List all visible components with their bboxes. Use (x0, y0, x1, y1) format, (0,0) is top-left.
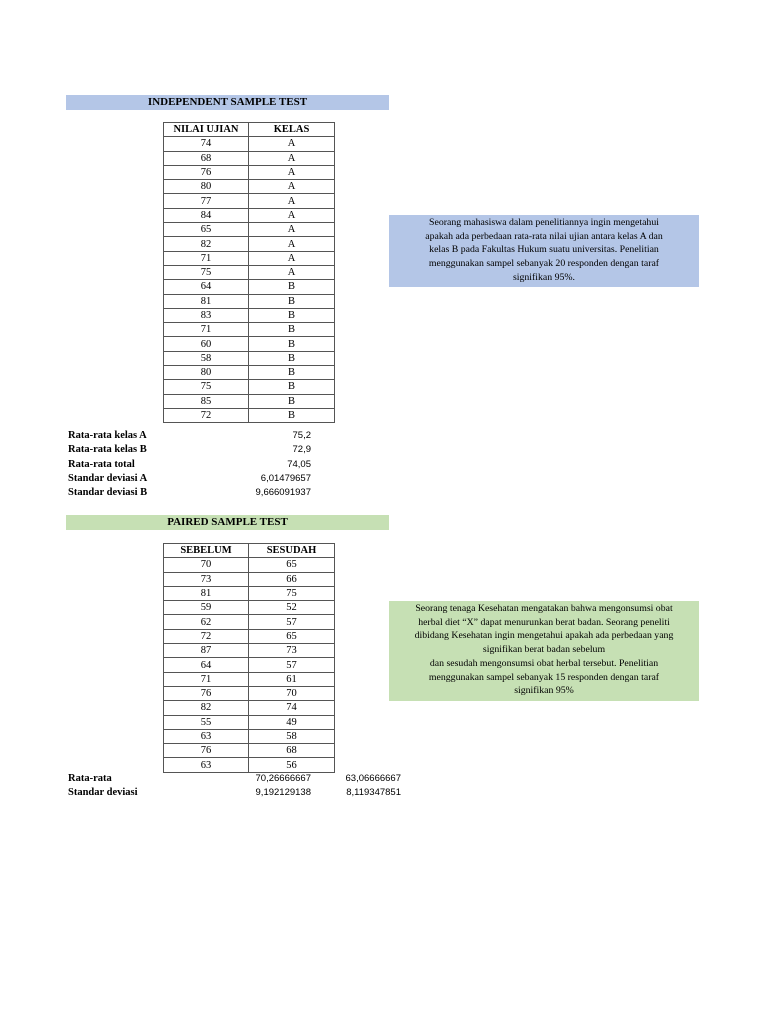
column-header-kelas: KELAS (249, 123, 335, 137)
table-row (164, 308, 335, 322)
table-cell: 75 (164, 380, 249, 394)
table-cell: A (249, 223, 335, 237)
stat-label: Standar deviasi A (68, 472, 148, 484)
table-row (164, 572, 335, 586)
note-line: dibidang Kesehatan ingin mengetahui apakah ada perbedaan yang (414, 630, 674, 642)
table-row (164, 180, 335, 194)
table-cell: 70 (164, 558, 249, 572)
table-row (164, 644, 335, 658)
table-cell: 74 (249, 701, 335, 715)
note-line: Seorang mahasiswa dalam penelitiannya ingin mengetahui (429, 217, 659, 228)
note-line: signifikan 95% (514, 685, 574, 697)
note-line: Seorang tenaga Kesehatan mengatakan bahwa mengonsumsi obat (415, 603, 673, 614)
table-cell: 74 (164, 137, 249, 151)
table-row (164, 208, 335, 222)
stat-label: Standar deviasi B (68, 487, 148, 499)
table-cell: 56 (249, 758, 335, 772)
table-cell: 80 (164, 366, 249, 380)
table-cell: B (249, 323, 335, 337)
table-cell: 84 (164, 208, 249, 222)
stat-value-sesudah: 63,06666667 (345, 773, 401, 784)
stat-value-sesudah: 8,119347851 (346, 787, 401, 799)
table-row (164, 629, 335, 643)
table-cell: 76 (164, 165, 249, 179)
table-cell: A (249, 151, 335, 165)
table-row (164, 137, 335, 151)
table-cell: A (249, 194, 335, 208)
stat-label: Rata-rata total (68, 458, 135, 470)
stat-label: Standar deviasi (68, 787, 138, 799)
table-cell: 60 (164, 337, 249, 351)
paired-data-table (163, 543, 335, 773)
note-line: menggunakan sampel sebanyak 15 responden dengan taraf (428, 671, 660, 683)
table-cell: A (249, 180, 335, 194)
table-row (164, 223, 335, 237)
table-cell: 63 (164, 729, 249, 743)
table-row (164, 280, 335, 294)
stat-value: 72,9 (292, 444, 311, 456)
note-line: dan sesudah mengonsumsi obat herbal tersebut. Penelitian (429, 657, 659, 669)
note-line: signifikan 95%. (512, 271, 576, 283)
table-cell: 82 (164, 237, 249, 251)
table-cell: 68 (249, 744, 335, 758)
table-cell: 52 (249, 601, 335, 615)
table-row (164, 701, 335, 715)
stat-value: 6,01479657 (260, 472, 311, 484)
table-cell: B (249, 280, 335, 294)
table-row (164, 586, 335, 600)
table-row (164, 758, 335, 772)
table-row (164, 394, 335, 408)
table-cell: 55 (164, 715, 249, 729)
paired-case-description (389, 601, 699, 701)
table-cell: 75 (249, 586, 335, 600)
table-cell: 68 (164, 151, 249, 165)
paired-test-title: PAIRED SAMPLE TEST (66, 515, 389, 530)
independent-case-description (389, 215, 699, 287)
table-cell: A (249, 237, 335, 251)
column-header-nilai-ujian: NILAI UJIAN (164, 123, 249, 137)
table-cell: A (249, 165, 335, 179)
table-cell: 71 (164, 251, 249, 265)
table-cell: 65 (249, 629, 335, 643)
table-cell: A (249, 251, 335, 265)
table-cell: 58 (164, 351, 249, 365)
table-row (164, 237, 335, 251)
table-row (164, 715, 335, 729)
column-header-sesudah: SESUDAH (249, 544, 335, 558)
table-cell: 75 (164, 265, 249, 279)
table-row (164, 251, 335, 265)
table-row (164, 558, 335, 572)
table-row (164, 265, 335, 279)
table-cell: B (249, 394, 335, 408)
table-row (164, 658, 335, 672)
stat-value: 75,2 (292, 430, 311, 441)
table-cell: B (249, 294, 335, 308)
stat-label: Rata-rata (68, 773, 112, 784)
table-row (164, 615, 335, 629)
table-cell: 64 (164, 658, 249, 672)
stat-value: 74,05 (287, 458, 311, 470)
note-line: herbal diet “X” dapat menurunkan berat badan. Seorang peneliti (418, 616, 670, 628)
table-cell: 70 (249, 686, 335, 700)
table-cell: B (249, 366, 335, 380)
table-header-row (164, 123, 335, 137)
table-row (164, 408, 335, 422)
note-line: signifikan berat badan sebelum (482, 644, 606, 656)
table-cell: 72 (164, 408, 249, 422)
table-cell: 71 (164, 672, 249, 686)
table-cell: 87 (164, 644, 249, 658)
table-cell: 77 (164, 194, 249, 208)
table-cell: 82 (164, 701, 249, 715)
stat-value-sebelum: 9,192129138 (255, 787, 311, 799)
table-row (164, 151, 335, 165)
table-cell: A (249, 137, 335, 151)
table-cell: 81 (164, 586, 249, 600)
table-cell: B (249, 351, 335, 365)
table-row (164, 744, 335, 758)
table-row (164, 366, 335, 380)
independent-data-table (163, 122, 335, 423)
table-row (164, 323, 335, 337)
table-row (164, 672, 335, 686)
table-cell: 62 (164, 615, 249, 629)
table-cell: 58 (249, 729, 335, 743)
table-cell: 65 (164, 223, 249, 237)
table-cell: 71 (164, 323, 249, 337)
table-cell: 76 (164, 686, 249, 700)
table-row (164, 294, 335, 308)
table-cell: 83 (164, 308, 249, 322)
note-line: kelas B pada Fakultas Hukum suatu universitas. Penelitian (429, 244, 659, 256)
independent-test-title: INDEPENDENT SAMPLE TEST (66, 95, 389, 110)
table-cell: 76 (164, 744, 249, 758)
table-cell: A (249, 208, 335, 222)
table-row (164, 601, 335, 615)
table-row (164, 380, 335, 394)
table-cell: 81 (164, 294, 249, 308)
table-row (164, 194, 335, 208)
table-header-row (164, 544, 335, 558)
table-cell: 49 (249, 715, 335, 729)
table-cell: B (249, 380, 335, 394)
stat-label: Rata-rata kelas A (68, 430, 147, 441)
table-cell: 72 (164, 629, 249, 643)
table-cell: 64 (164, 280, 249, 294)
table-cell: 65 (249, 558, 335, 572)
table-cell: 61 (249, 672, 335, 686)
table-row (164, 729, 335, 743)
table-cell: 57 (249, 615, 335, 629)
table-cell: 73 (164, 572, 249, 586)
table-cell: 63 (164, 758, 249, 772)
column-header-sebelum: SEBELUM (164, 544, 249, 558)
stat-value: 9,666091937 (255, 487, 311, 499)
note-line: apakah ada perbedaan rata-rata nilai ujian antara kelas A dan (425, 230, 663, 242)
note-line: menggunakan sampel sebanyak 20 responden dengan taraf (428, 258, 660, 270)
table-cell: 85 (164, 394, 249, 408)
table-cell: 57 (249, 658, 335, 672)
stat-value-sebelum: 70,26666667 (255, 773, 311, 784)
table-cell: B (249, 408, 335, 422)
table-cell: B (249, 337, 335, 351)
table-row (164, 351, 335, 365)
table-row (164, 165, 335, 179)
table-cell: 66 (249, 572, 335, 586)
table-cell: 59 (164, 601, 249, 615)
table-row (164, 337, 335, 351)
table-cell: 73 (249, 644, 335, 658)
table-cell: 80 (164, 180, 249, 194)
table-cell: B (249, 308, 335, 322)
table-row (164, 686, 335, 700)
stat-label: Rata-rata kelas B (68, 444, 147, 456)
table-cell: A (249, 265, 335, 279)
